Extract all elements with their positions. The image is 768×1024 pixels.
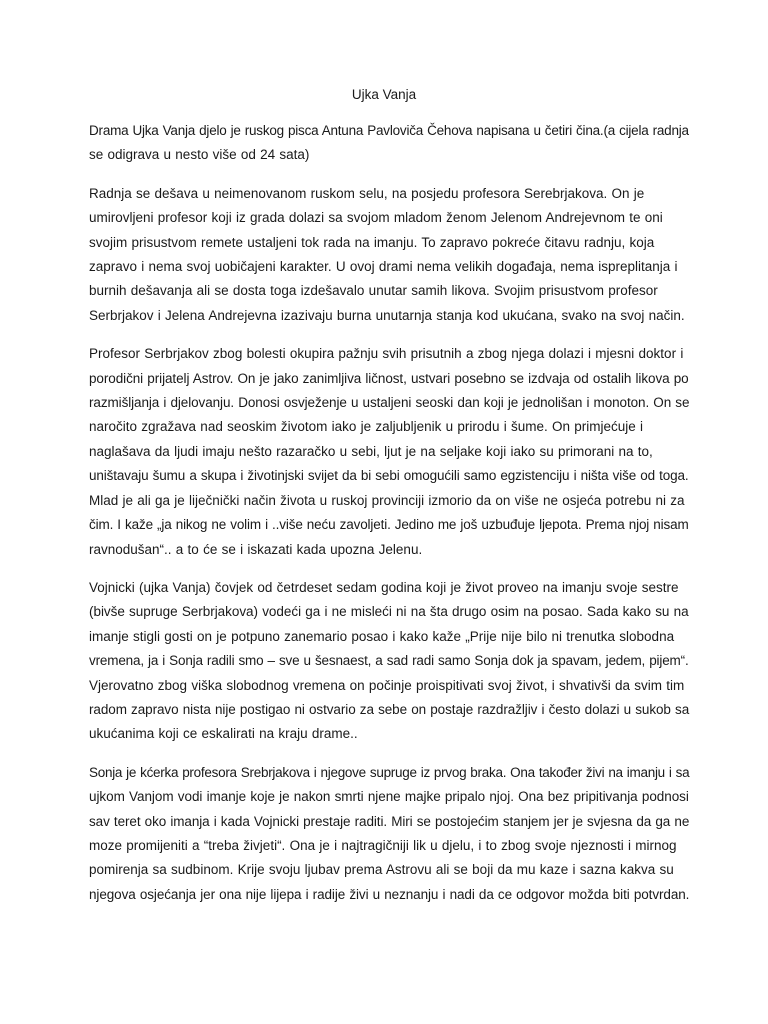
text-line: Profesor Serbrjakov zbog bolesti okupira pažnju svih prisutnih a zbog njega dolazi i mjesni doktor i <box>89 346 684 362</box>
text-line: Drama Ujka Vanja djelo je ruskog pisca Antuna Pavloviča Čehova napisana u četiri čina.(a cijela radnja <box>89 123 689 138</box>
text-line: njegova osjećanja jer ona nije lijepa i radije živi u neznanju i nadi da ce odgovor možda biti potvrdan. <box>89 886 690 902</box>
paragraph <box>89 182 685 328</box>
text-line: naročito zgražava nad seoskim životom iako je zaljubljenik u prirodu i šume. On primjećuje i <box>89 419 643 435</box>
text-line: porodični prijatelj Astrov. On je jako zanimljiva ličnost, ustvari posebno se izdvaja od ostalih likova po <box>89 370 689 386</box>
text-line: imanje stigli gosti on je potpuno zanemario posao i kako kaže „Prije nije bilo ni trenutka slobodna <box>89 628 675 644</box>
text-line: Sonja je kćerka profesora Srebrjakova i njegove supruge iz prvog braka. Ona također živi na imanju i sa <box>89 764 690 780</box>
text-line: radom zapravo nista nije postigao ni ostvario za sebe on postaje razdražljiv i često dolazi u sukob sa <box>89 701 690 717</box>
text-line: Vojnicki (ujka Vanja) čovjek od četrdeset sedam godina koji je život proveo na imanju svoje sestre <box>89 579 679 595</box>
text-line: Vjerovatno zbog viška slobodnog vremena on počinje proispitivati svoj život, i shvativši da svim tim <box>89 677 685 693</box>
text-line: moze promijeniti a “treba živjeti“. Ona je i najtragičniji lik u djelu, i to zbog svoje njeznosti i mirnog <box>89 837 677 853</box>
paragraph <box>89 576 690 747</box>
text-line: Radnja se dešava u neimenovanom ruskom selu, na posjedu profesora Serebrjakova. On je <box>89 185 645 201</box>
paragraph <box>89 342 690 562</box>
paragraph <box>89 119 689 168</box>
text-line: ukućanima koji ce eskalirati na kraju drame.. <box>89 726 358 742</box>
text-line: umirovljeni profesor koji iz grada dolazi sa svojom mladom ženom Jelenom Andrejevnom te oni <box>89 210 663 226</box>
text-line: naglašava da ljudi imaju nešto razaračko u sebi, ljut je na seljake koji iako su primorani na to, <box>89 443 653 459</box>
text-line: zapravo i nema svoj uobičajeni karakter. U ovoj drami nema velikih događaja, nema ispreplitanja i <box>89 259 678 275</box>
text-line: Mlad je ali ga je liječnički način života u ruskoj provinciji izmorio da on više ne osjeća potrebu ni za <box>89 492 685 508</box>
text-line: sav teret oko imanja i kada Vojnicki prestaje raditi. Miri se postojećim stanjem jer je svjesna da ga ne <box>89 813 690 829</box>
text-line: čim. I kaže „ja nikog ne volim i ..više neću zavoljeti. Jedino me još uzbuđuje ljepota. Prema njoj nisam <box>89 517 689 533</box>
text-line: (bivše supruge Serbrjakova) vodeći ga i ne misleći ni na šta drugo osim na posao. Sada kako su na <box>89 604 689 620</box>
text-line: Serbrjakov i Jelena Andrejevna izazivaju burna unutarnja stanja kod ukućana, svako na svoj način. <box>89 307 685 323</box>
text-line: razmišljanja i djelovanju. Donosi osvježenje u ustaljeni seoski dan koji je jednolišan i monoton. On se <box>89 395 690 411</box>
document-title: Ujka Vanja <box>351 87 417 102</box>
text-line: se odigrava u nesto više od 24 sata) <box>89 147 310 163</box>
text-line: svojim prisustvom remete ustaljeni tok rada na imanju. To zapravo pokreće čitavu radnju, koja <box>89 234 655 250</box>
text-line: ujkom Vanjom vodi imanje koje je nakon smrti njene majke pripalo njoj. Ona bez pripitivanja podnosi <box>89 789 689 805</box>
text-line: burnih dešavanja ali se dosta toga izdešavalo unutar samih likova. Svojim prisustvom profesor <box>89 283 658 299</box>
text-line: uništavaju šumu a skupa i životinjski svijet da bi sebi omogućili samo egzistenciju i ništa više od toga. <box>89 468 689 484</box>
document-body <box>89 119 690 921</box>
paragraph <box>89 761 690 907</box>
text-line: ravnodušan“.. a to će se i iskazati kada upozna Jelenu. <box>89 541 423 557</box>
text-line: vremena, ja i Sonja radili smo – sve u šesnaest, a sad radi samo Sonja dok ja spavam, jedem, pijem“. <box>89 653 689 669</box>
text-line: pomirenja sa sudbinom. Krije svoju ljubav prema Astrovu ali se boji da mu kaze i sazna kakva su <box>89 862 674 878</box>
